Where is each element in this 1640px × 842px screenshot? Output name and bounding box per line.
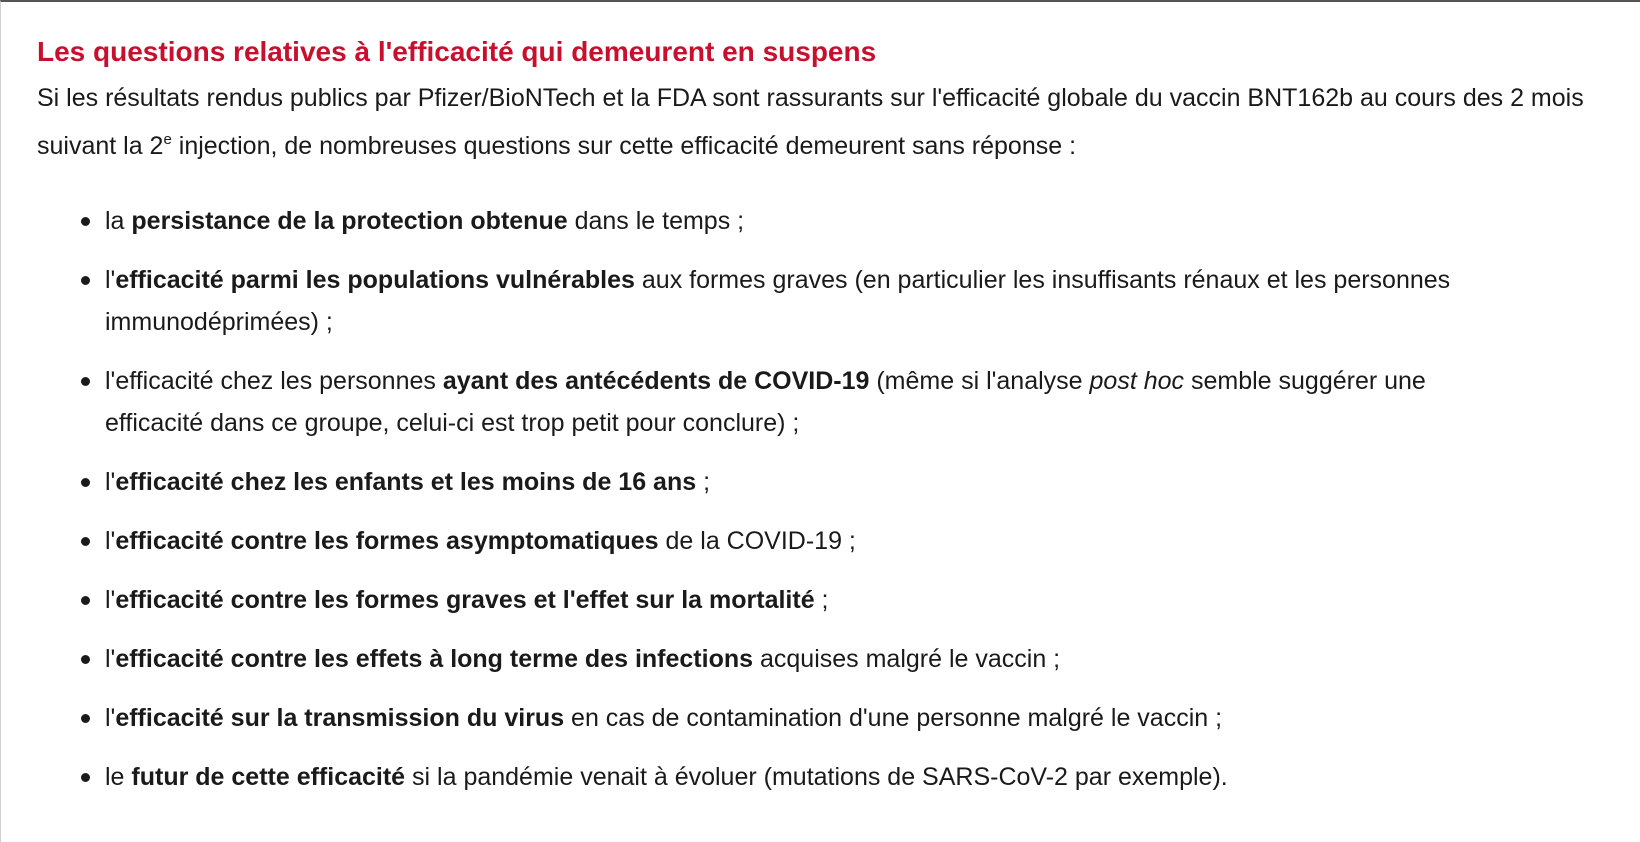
list-item	[37, 259, 1505, 343]
list-item	[37, 520, 1505, 562]
item-emphasis: efficacité contre les effets à long terme des infections	[115, 645, 754, 673]
list-item	[37, 461, 1505, 503]
list-item	[37, 579, 1505, 621]
item-text: semble suggérer une efficacité dans ce groupe, celui-ci est trop petit pour conclure) ;	[105, 367, 1426, 437]
list-item	[37, 638, 1505, 680]
item-emphasis: ayant des antécédents de COVID-19	[442, 367, 870, 395]
bullet-icon	[81, 377, 90, 386]
item-text: le	[105, 763, 132, 791]
item-text: l'	[105, 645, 116, 673]
item-text: l'	[105, 586, 116, 614]
item-text: la	[105, 207, 132, 235]
item-text: acquises malgré le vaccin ;	[753, 645, 1061, 673]
item-text: si la pandémie venait à évoluer (mutations de SARS-CoV-2 par exemple).	[405, 763, 1228, 791]
list-item	[37, 360, 1505, 444]
open-questions-list	[37, 200, 1637, 798]
item-text: l'	[105, 266, 116, 294]
item-emphasis: efficacité chez les enfants et les moins de 16 ans	[115, 468, 697, 496]
item-text: l'	[105, 704, 116, 732]
item-emphasis: efficacité parmi les populations vulnérables	[115, 266, 635, 294]
article-section	[37, 30, 1637, 815]
item-emphasis: efficacité contre les formes graves et l'effet sur la mortalité	[115, 586, 815, 614]
intro-superscript: e	[163, 131, 172, 148]
item-text: aux formes graves (en particulier les insuffisants rénaux et les personnes immunodéprimées) ;	[105, 266, 1451, 336]
bullet-icon	[81, 773, 90, 782]
item-text: ;	[814, 586, 829, 614]
bullet-icon	[81, 714, 90, 723]
item-emphasis: persistance de la protection obtenue	[131, 207, 568, 235]
item-text: l'	[105, 527, 116, 555]
item-text: (même si l'analyse	[869, 367, 1090, 395]
section-title: Les questions relatives à l'efficacité qui demeurent en suspens	[37, 36, 877, 67]
bullet-icon	[81, 478, 90, 487]
bullet-icon	[81, 596, 90, 605]
item-text: l'efficacité chez les personnes	[105, 367, 443, 395]
list-item	[37, 200, 1505, 242]
bullet-icon	[81, 537, 90, 546]
bullet-icon	[81, 217, 90, 226]
bullet-icon	[81, 655, 90, 664]
item-emphasis: futur de cette efficacité	[131, 763, 406, 791]
intro-paragraph	[37, 74, 1637, 170]
item-emphasis: efficacité contre les formes asymptomatiques	[115, 527, 659, 555]
item-emphasis: efficacité sur la transmission du virus	[115, 704, 565, 732]
list-item	[37, 756, 1505, 798]
item-italic: post hoc	[1089, 367, 1185, 395]
intro-text-start: Si les résultats rendus publics par Pfizer/BioNTech et la FDA sont rassurants sur l'efficacité globale du vaccin BNT162b au cours des 2 mois suivant la 2	[37, 84, 1584, 160]
item-text: en cas de contamination d'une personne malgré le vaccin ;	[564, 704, 1223, 732]
item-text: de la COVID-19 ;	[658, 527, 856, 555]
item-text: l'	[105, 468, 116, 496]
list-item	[37, 697, 1505, 739]
item-text: dans le temps ;	[567, 207, 745, 235]
intro-text-end: injection, de nombreuses questions sur cette efficacité demeurent sans réponse :	[171, 132, 1077, 160]
bullet-icon	[81, 276, 90, 285]
item-text: ;	[696, 468, 711, 496]
